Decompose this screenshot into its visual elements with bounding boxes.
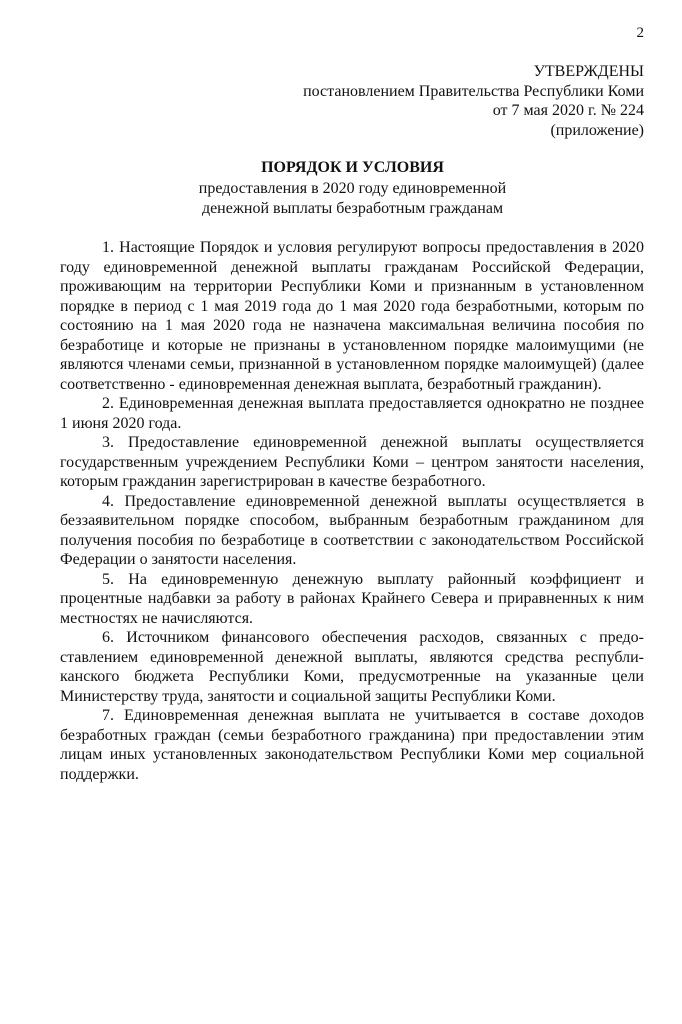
paragraph-1: 1. Настоящие Порядок и условия регулируют вопросы предоставления в 2020 году единовременной денежной выплаты гражданам Российской Федерации, проживающим на территории Республики Коми и признанным в установленном порядке в период с 1 мая 2019 года до 1 мая 2020 года безработными, которым по состоянию на 1 мая 2020 года не назначена максимальная величина пособия по безработице и которые не признаны в установленном порядке малоимущими (не являются членами семьи, признанной в установленном порядке малоимущей) (далее соответственно - единовременная денежная выплата, безработный гражданин). (60, 239, 644, 393)
approval-stamp-block (224, 62, 644, 140)
document-title: ПОРЯДОК И УСЛОВИЯ (261, 159, 444, 176)
approval-issuer: постановлением Правительства Республики Коми (303, 82, 644, 100)
approval-appendix-note: (приложение) (550, 121, 644, 139)
paragraph-2: 2. Единовременная денежная выплата предоставляется однократно не позднее 1 июня 2020 года. (60, 395, 644, 432)
paragraph-5: 5. На единовременную денежную выплату районный коэффициент и процентные надбавки за работу в районах Крайнего Севера и приравненных к ним местностях не начисляются. (60, 570, 644, 627)
document-body (60, 238, 644, 784)
paragraph-6: 6. Источником финансового обеспечения расходов, связанных с предоставлением единовременной денежной выплаты, являются средства республиканского бюджета Республики Коми, предусмотренные на указанные цели Министерству труда, занятости и социальной защиты Республики Коми. (60, 629, 644, 705)
document-title-block (60, 158, 645, 218)
approval-heading: УТВЕРЖДЕНЫ (533, 63, 644, 80)
paragraph-7: 7. Единовременная денежная выплата не учитывается в составе доходов безработных граждан (семьи безработного гражданина) при предоставлении этим лицам иных установленных законодательством Республики Коми мер социальной поддержки. (60, 707, 644, 783)
paragraph-3: 3. Предоставление единовременной денежной выплаты осуществляется государственным учреждением Республики Коми – центром занятости населения, которым гражданин зарегистрирован в качестве безработного. (60, 434, 644, 490)
page-number: 2 (636, 25, 644, 41)
document-subtitle-line-2: денежной выплаты безработным гражданам (201, 199, 504, 217)
paragraph-4: 4. Предоставление единовременной денежной выплаты осуществляется в беззаявительном порядке способом, выбранным безработным гражданином для получения пособия по безработице в соответствии с законодательством Российской Федерации о занятости населения. (60, 492, 644, 568)
approval-date-number: от 7 мая 2020 г. № 224 (492, 102, 644, 120)
document-subtitle-line-1: предоставления в 2020 году единовременной (198, 180, 507, 197)
